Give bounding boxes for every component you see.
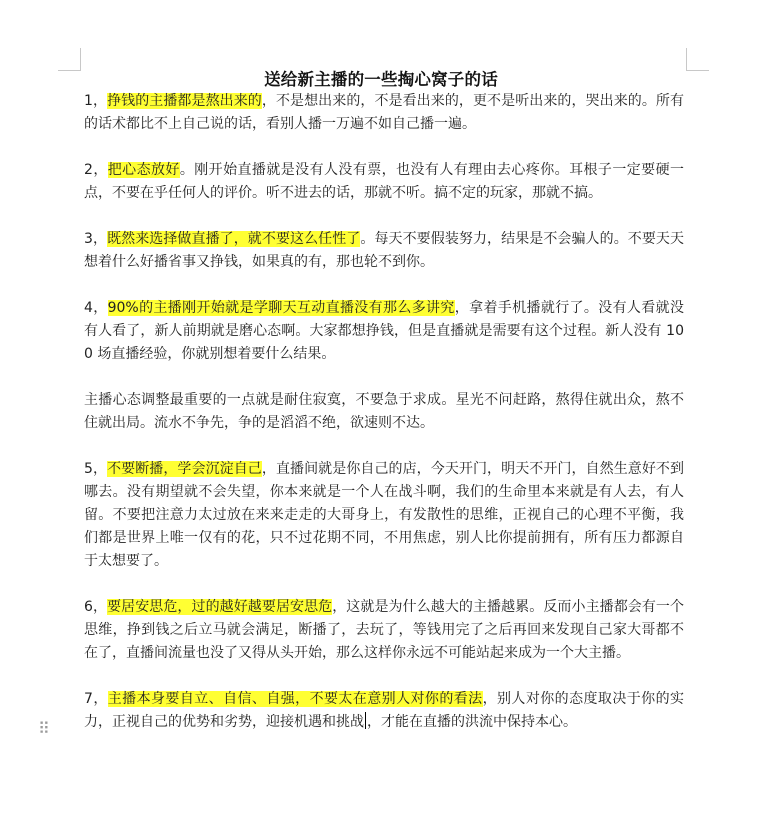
paragraph-text: ，这就是为什么越大的主播越累。反而小主播都会有一个思维，挣到钱之后立马就会满足，断播了，去玩了，等钱用完了之后再回来发现自己家大哥都不在了，直播间流量也没了又得从头开始，那么这样你永远不可能站起来成为一个大主播。	[84, 599, 684, 661]
document-title: 送给新主播的一些掏心窝子的话	[264, 70, 498, 89]
paragraph-prefix: 4，	[84, 300, 108, 316]
paragraph-6[interactable]	[84, 596, 684, 665]
paragraph-mindset[interactable]	[84, 389, 684, 435]
paragraph-text: ，不是想出来的，不是看出来的，更不是听出来的，哭出来的。所有的话术都比不上自己说的话，看别人播一万遍不如自己播一遍。	[84, 93, 684, 132]
paragraph-prefix: 1，	[84, 93, 108, 109]
paragraph-2[interactable]	[84, 159, 684, 205]
text-cursor	[365, 712, 366, 729]
paragraph-4[interactable]	[84, 297, 684, 366]
paragraph-1[interactable]	[84, 90, 684, 136]
paragraph-text: ，才能在直播的洪流中保持本心。	[367, 714, 577, 730]
paragraph-3[interactable]	[84, 228, 684, 274]
highlighted-text: 把心态放好	[107, 162, 180, 178]
paragraph-text: ，直播间就是你自己的店，今天开门，明天不开门，自然生意好不到哪去。没有期望就不会失望，你本来就是一个人在战斗啊，我们的生命里本来就是有人去，有人留。不要把注意力太过放在来来走走的大哥身上，有发散性的思维，正视自己的心理不平衡，我们都是世界上唯一仅有的花，只不过花期不同，不用焦虑，别人比你提前拥有，所有压力都源自于太想要了。	[84, 461, 684, 569]
paragraph-prefix: 6，	[84, 599, 108, 615]
highlighted-text: 不要断播，学会沉淀自己	[107, 461, 262, 477]
paragraph-5[interactable]	[84, 458, 684, 573]
paragraph-text: 。刚开始直播就是没有人没有票，也没有人有理由去心疼你。耳根子一定要硬一点，不要在乎任何人的评价。听不进去的话，那就不听。搞不定的玩家，那就不搞。	[84, 162, 685, 201]
highlighted-text: 要居安思危，过的越好越要居安思危	[107, 599, 333, 615]
paragraph-text: ，拿着手机播就行了。没有人看就没有人看了，新人前期就是磨心态啊。大家都想挣钱，但是直播就是需要有这个过程。新人没有 100 场直播经验，你就别想着要什么结果。	[84, 300, 684, 362]
highlighted-text: 主播本身要自立、自信、自强，不要太在意别人对你的看法	[107, 691, 483, 707]
paragraph-text: 主播心态调整最重要的一点就是耐住寂寞，不要急于求成。星光不问赶路，熬得住就出众，熬不住就出局。流水不争先，争的是滔滔不绝，欲速则不达。	[84, 392, 684, 431]
drag-handle-icon[interactable]: ⠿	[38, 719, 48, 738]
paragraph-prefix: 3，	[84, 231, 108, 247]
highlighted-text: 挣钱的主播都是熬出来的	[107, 93, 262, 109]
paragraph-prefix: 5，	[84, 461, 108, 477]
highlighted-text: 90%的主播刚开始就是学聊天互动直播没有那么多讲究	[107, 300, 455, 316]
paragraph-text: ，别人对你的态度取决于你的实力，正视自己的优势和劣势，迎接机遇和挑战	[84, 691, 685, 730]
paragraph-prefix: 2，	[84, 162, 108, 178]
paragraph-7[interactable]	[84, 688, 684, 734]
paragraph-text: 。每天不要假装努力，结果是不会骗人的。不要天天想着什么好播省事又挣钱，如果真的有，那也轮不到你。	[84, 231, 685, 270]
paragraph-prefix: 7，	[84, 691, 108, 707]
document-body[interactable]	[84, 90, 684, 757]
highlighted-text: 既然来选择做直播了，就不要这么任性了	[107, 231, 361, 247]
